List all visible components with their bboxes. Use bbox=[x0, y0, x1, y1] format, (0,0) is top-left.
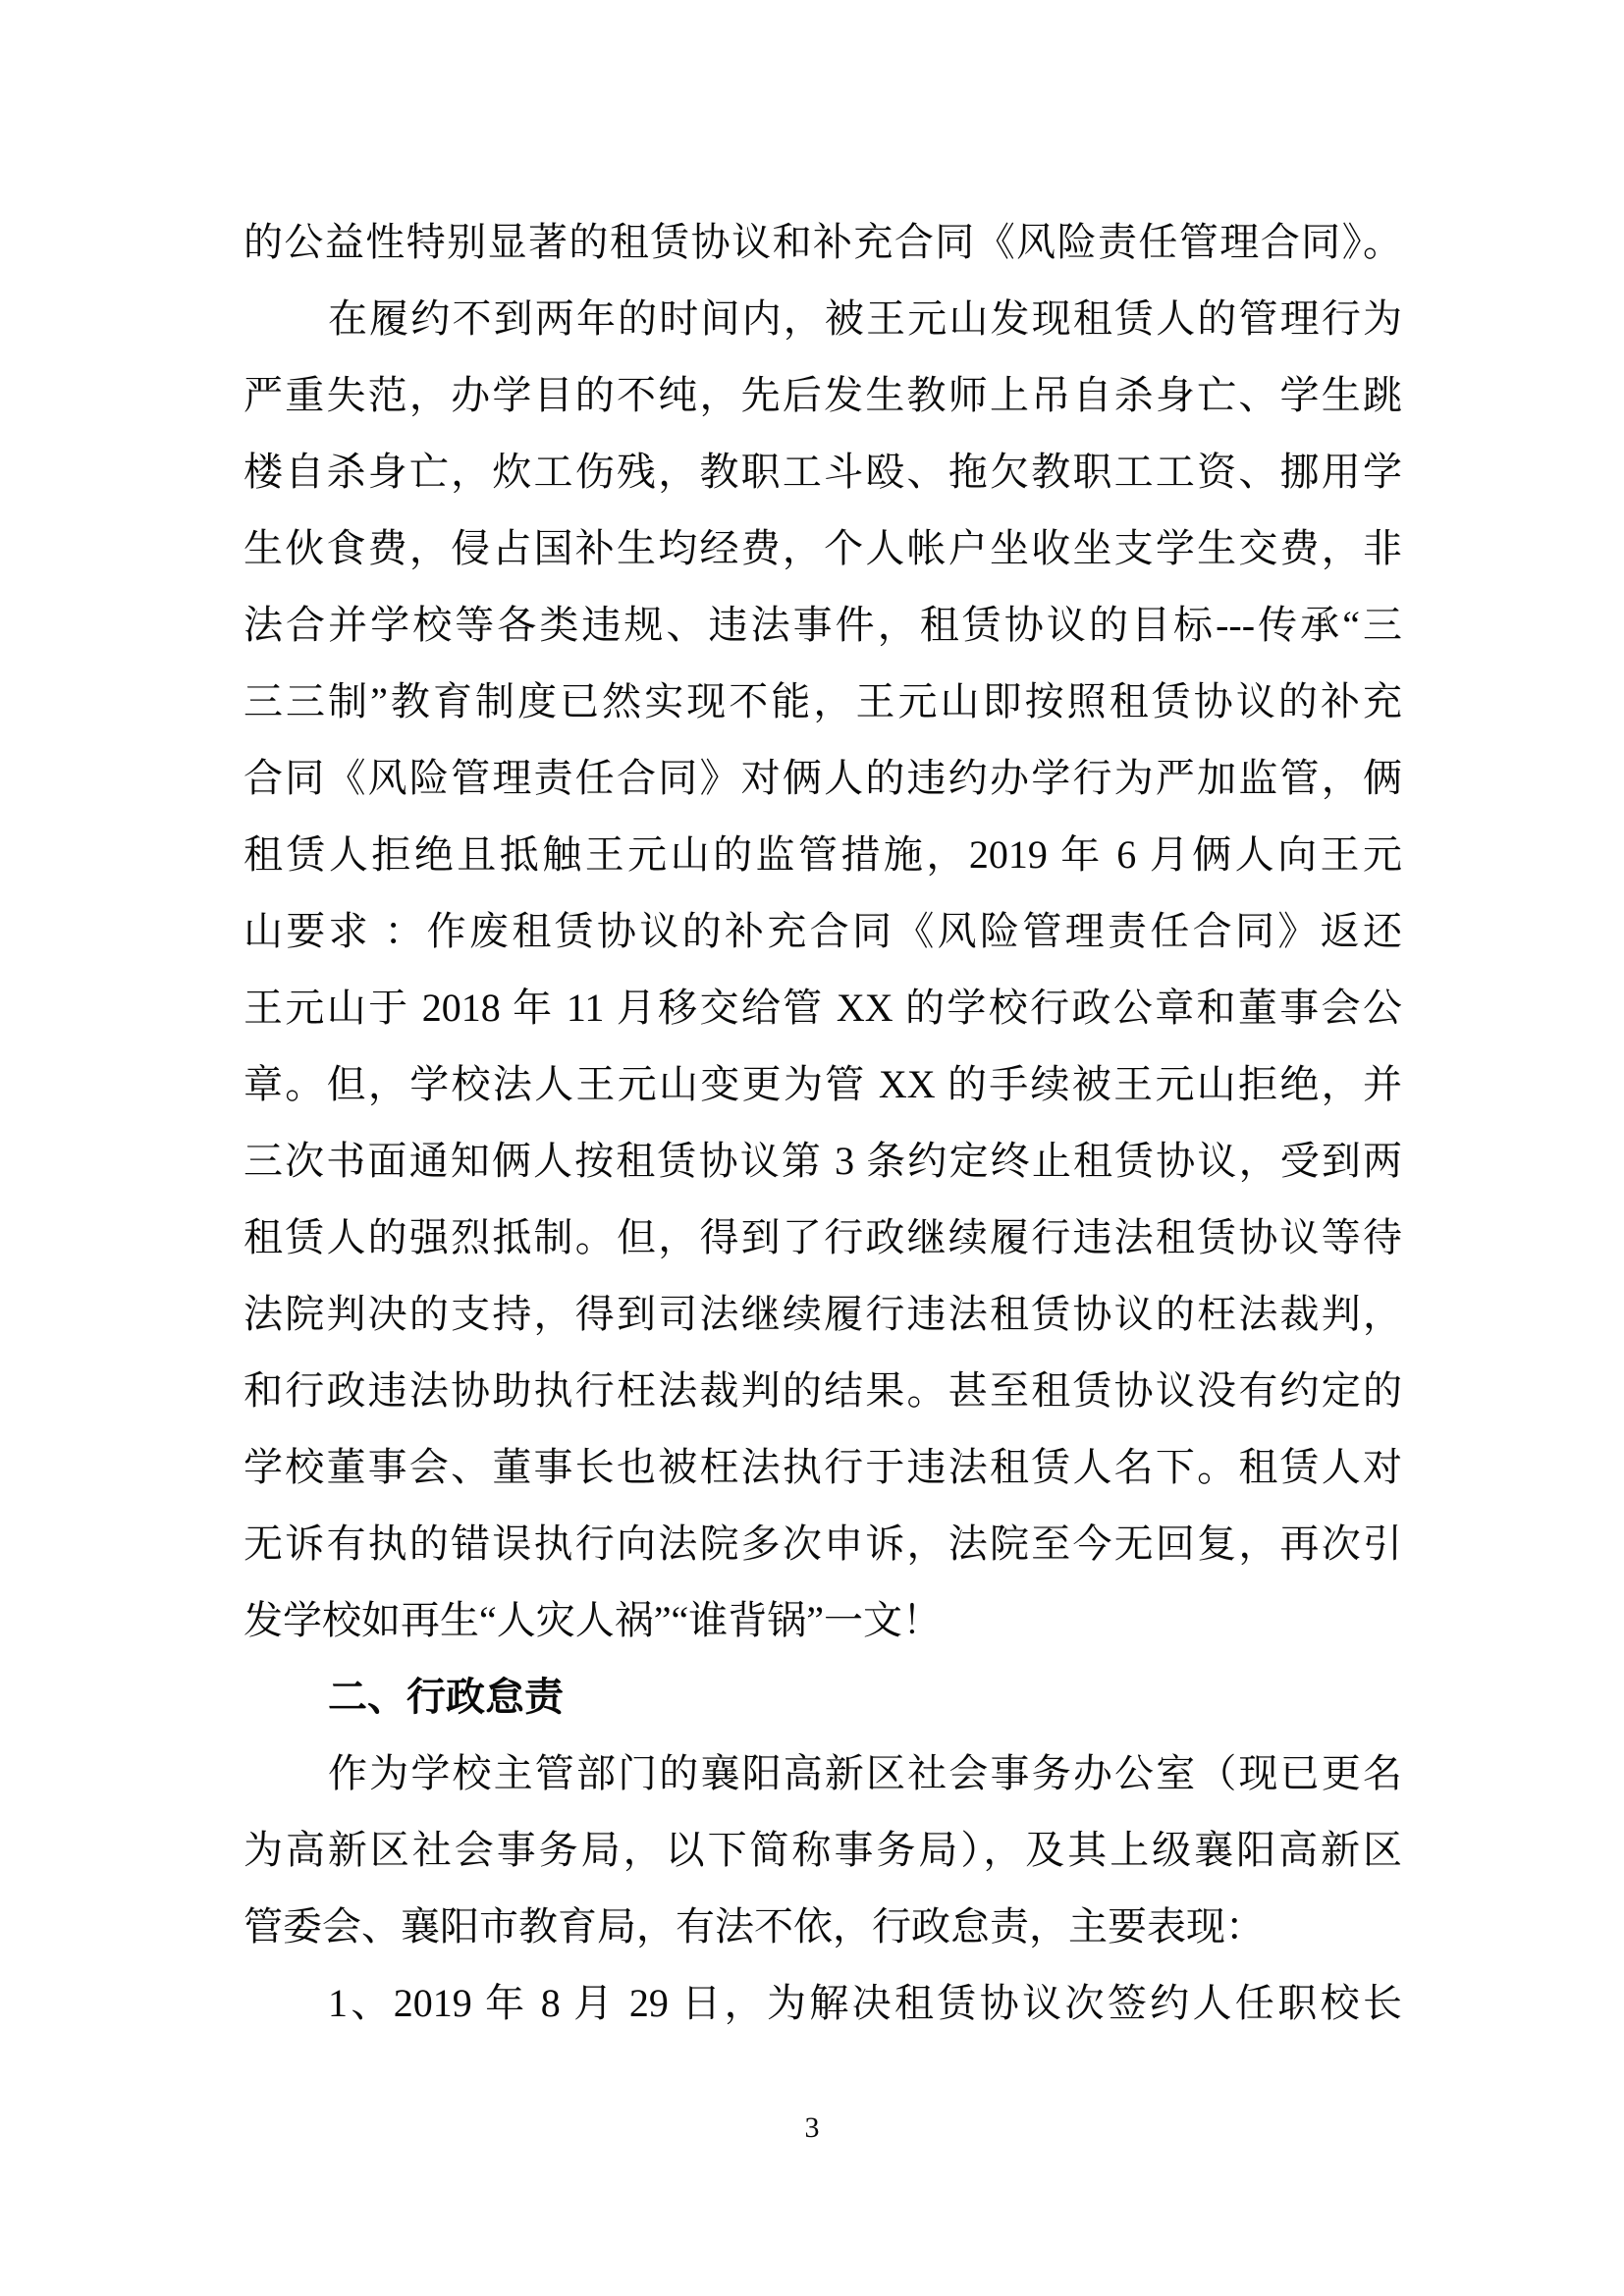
text-line: 法院判决的支持，得到司法继续履行违法租赁协议的枉法裁判， bbox=[244, 1292, 1402, 1336]
text-line: 管委会、襄阳市教育局，有法不依，行政怠责，主要表现： bbox=[244, 1904, 1265, 1949]
text-line: 发学校如再生“人灾人祸”“谁背锅”一文！ bbox=[244, 1598, 943, 1642]
text-line: 学校董事会、董事长也被枉法执行于违法租赁人名下。租赁人对 bbox=[244, 1445, 1402, 1489]
text-line: 和行政违法协助执行枉法裁判的结果。甚至租赁协议没有约定的 bbox=[244, 1368, 1402, 1413]
text-line: 在履约不到两年的时间内，被王元山发现租赁人的管理行为 bbox=[328, 296, 1402, 341]
text-line: 无诉有执的错误执行向法院多次申诉，法院至今无回复，再次引 bbox=[244, 1522, 1402, 1566]
text-line: 1、2019 年 8 月 29 日，为解决租赁协议次签约人任职校长 bbox=[328, 1981, 1402, 2025]
text-line: 二、行政怠责 bbox=[328, 1675, 564, 1719]
text-line: 山要求 ：作废租赁协议的补充合同《风险管理责任合同》返还 bbox=[244, 909, 1402, 953]
text-line: 作为学校主管部门的襄阳高新区社会事务办公室（现已更名 bbox=[328, 1751, 1402, 1795]
page-number: 3 bbox=[804, 2111, 820, 2144]
text-line: 章。但，学校法人王元山变更为管 XX 的手续被王元山拒绝，并 bbox=[244, 1062, 1402, 1106]
document-body bbox=[244, 204, 1402, 2042]
text-line: 租赁人的强烈抵制。但，得到了行政继续履行违法租赁协议等待 bbox=[244, 1215, 1402, 1259]
text-line: 三次书面通知俩人按租赁协议第 3 条约定终止租赁协议，受到两 bbox=[244, 1139, 1402, 1183]
text-line: 法合并学校等各类违规、违法事件，租赁协议的目标---传承“三 bbox=[244, 603, 1402, 647]
text-line: 生伙食费，侵占国补生均经费，个人帐户坐收坐支学生交费，非 bbox=[244, 526, 1402, 570]
text-line: 为高新区社会事务局，以下简称事务局），及其上级襄阳高新区 bbox=[244, 1828, 1402, 1872]
text-line: 三三制”教育制度已然实现不能，王元山即按照租赁协议的补充 bbox=[244, 679, 1402, 723]
text-line: 的公益性特别显著的租赁协议和补充合同《风险责任管理合同》。 bbox=[244, 220, 1402, 264]
text-line: 租赁人拒绝且抵触王元山的监管措施，2019 年 6 月俩人向王元 bbox=[244, 832, 1402, 877]
text-line: 王元山于 2018 年 11 月移交给管 XX 的学校行政公章和董事会公 bbox=[244, 986, 1402, 1030]
text-line: 楼自杀身亡，炊工伤残，教职工斗殴、拖欠教职工工资、挪用学 bbox=[244, 450, 1402, 494]
text-line: 合同《风险管理责任合同》对俩人的违约办学行为严加监管，俩 bbox=[244, 756, 1402, 800]
text-line: 严重失范，办学目的不纯，先后发生教师上吊自杀身亡、学生跳 bbox=[244, 373, 1402, 417]
